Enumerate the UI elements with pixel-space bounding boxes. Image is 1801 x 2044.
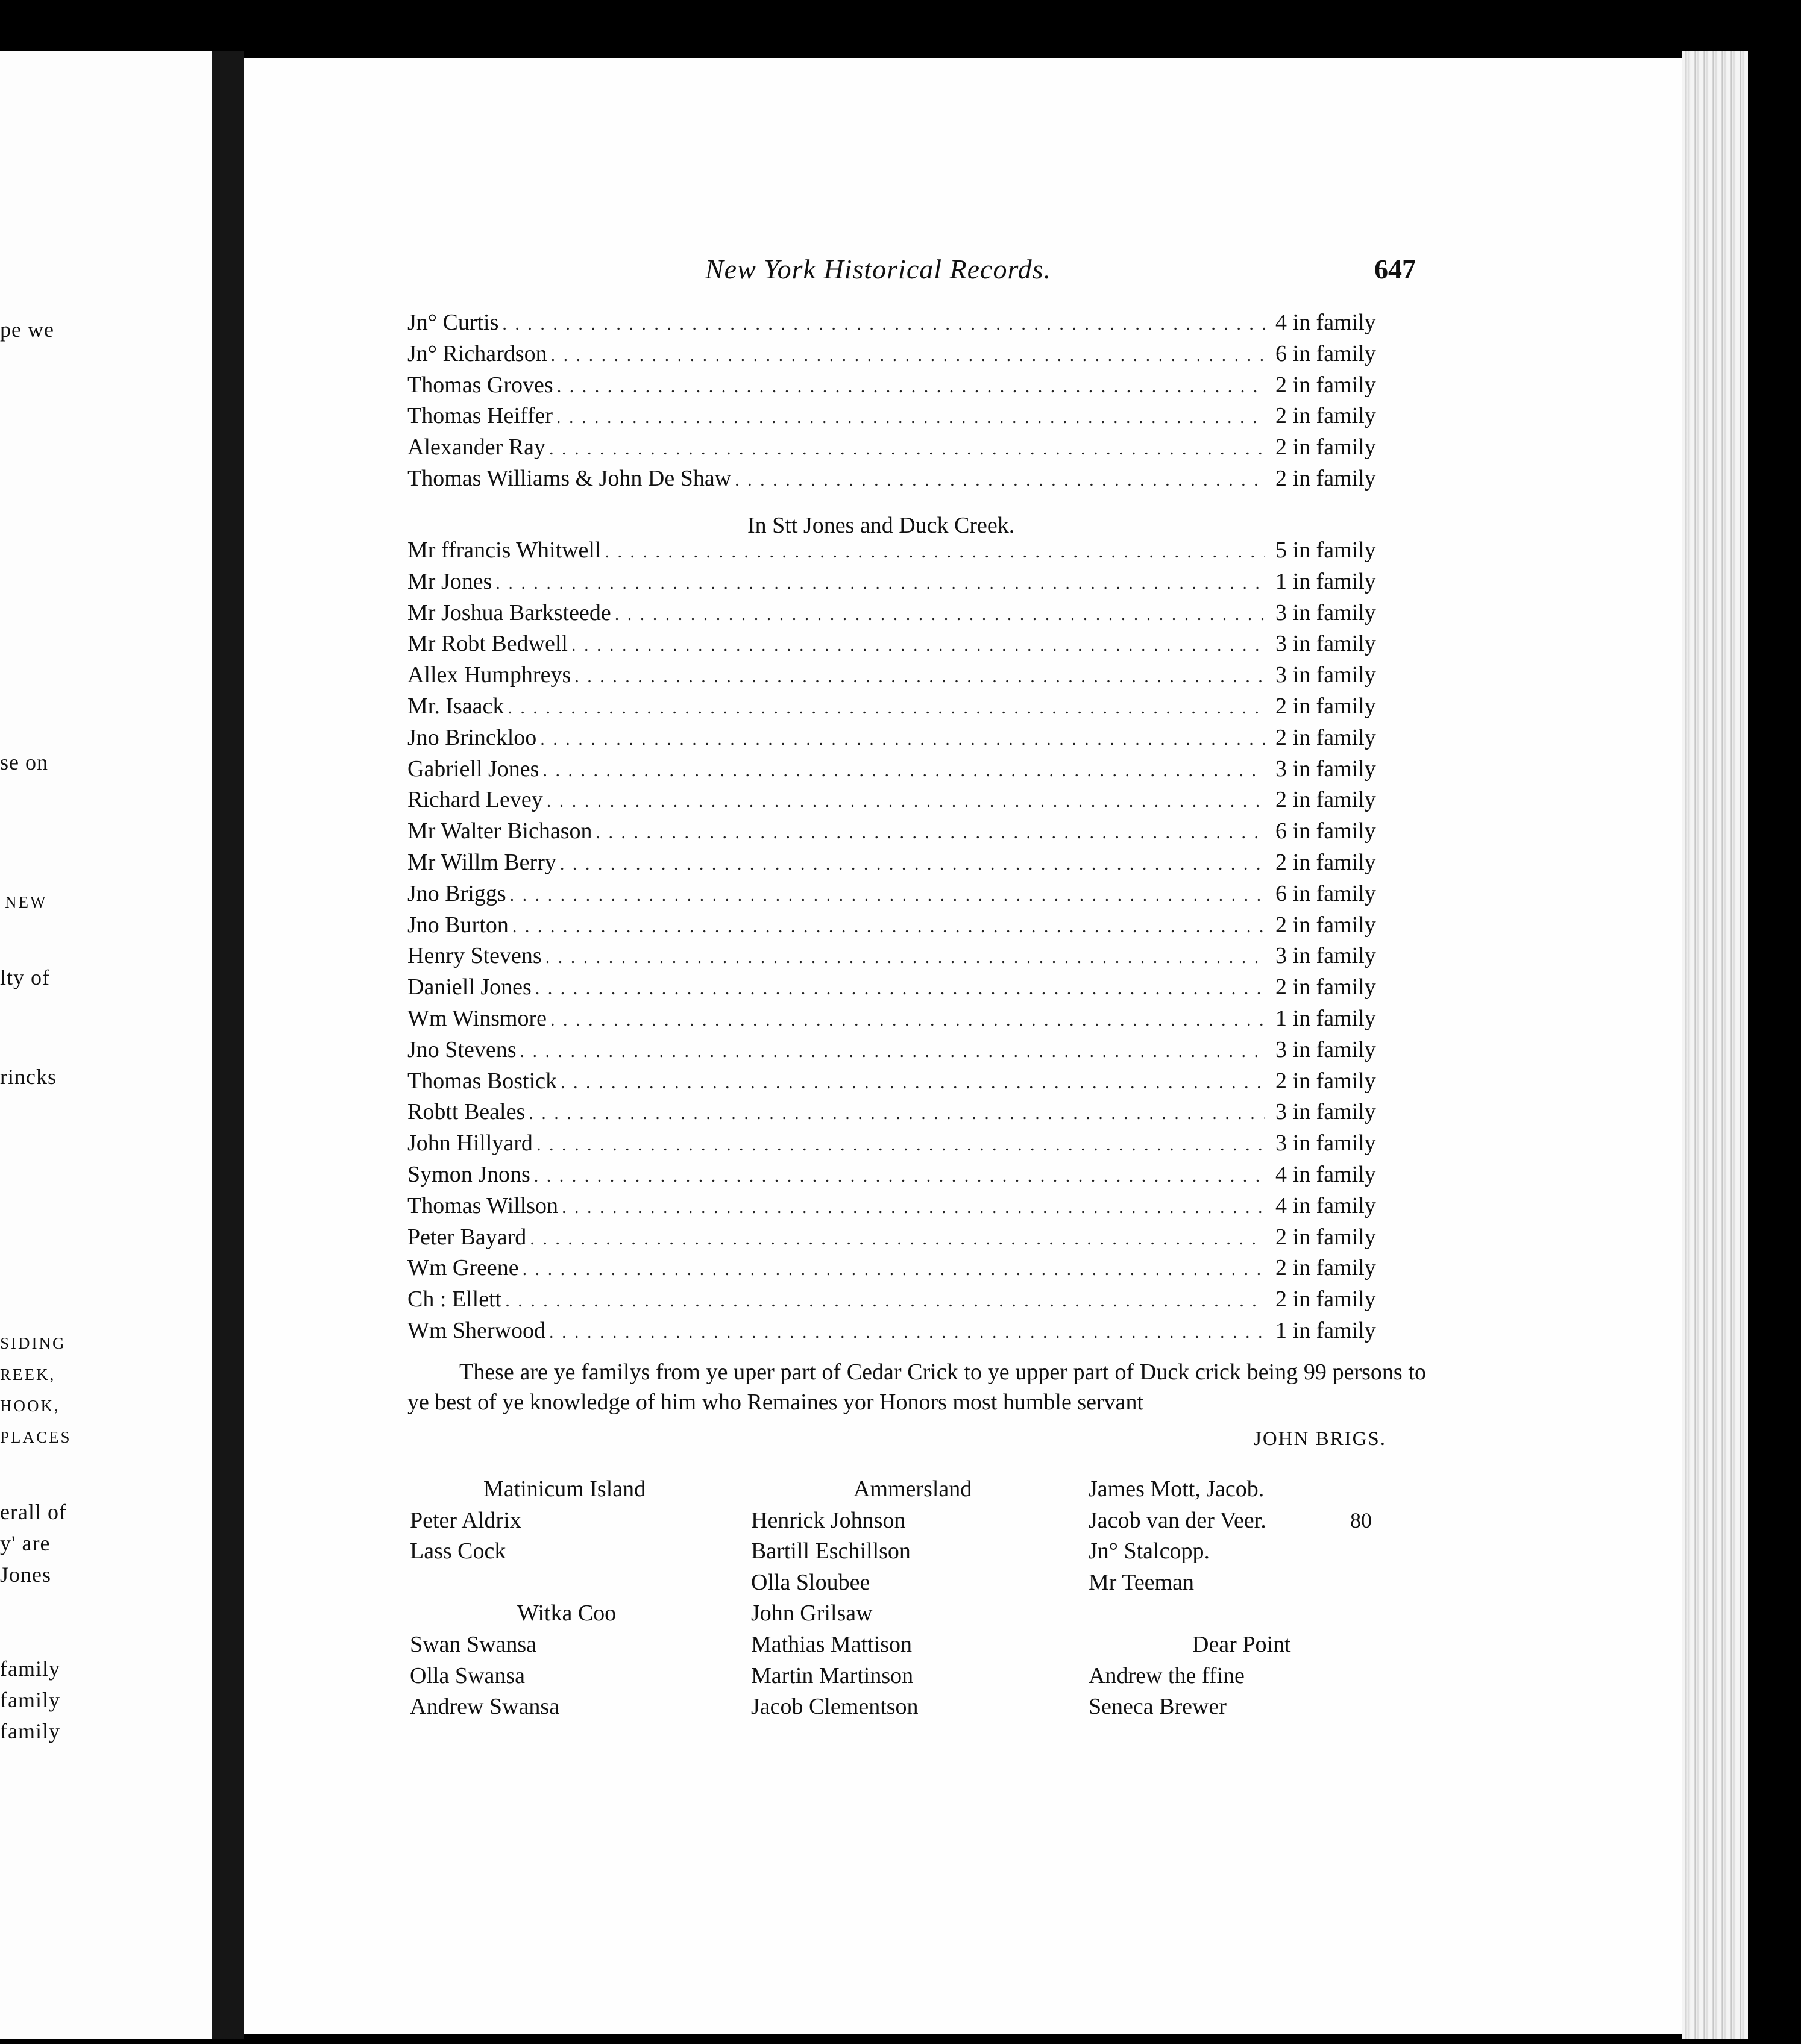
list-column-2: [751, 1474, 972, 1723]
list-item: Jacob Clementson: [751, 1694, 919, 1720]
entry-count: 3 in family: [1275, 756, 1376, 782]
entry-name: Mr Willm Berry: [407, 849, 556, 875]
entry-count: 6 in family: [1275, 340, 1376, 366]
list-item: Olla Sloubee: [751, 1569, 870, 1595]
leader-dots: [530, 1223, 1265, 1255]
list-item: John Grilsaw: [751, 1600, 873, 1626]
column-heading: Witka Coo: [517, 1600, 617, 1626]
leader-dots: [571, 630, 1265, 661]
family-entry: [407, 535, 1426, 566]
leader-dots: [505, 1285, 1265, 1317]
list-item: Andrew Swansa: [410, 1694, 560, 1720]
family-entry: [407, 307, 1426, 339]
entry-count: 2 in family: [1275, 724, 1376, 750]
entry-name: Mr Jones: [407, 568, 492, 594]
entry-count: 4 in family: [1275, 310, 1376, 335]
leader-dots: [510, 880, 1265, 911]
entry-count: 2 in family: [1275, 1068, 1376, 1094]
leader-dots: [574, 661, 1265, 692]
leader-dots: [523, 1254, 1265, 1285]
leader-dots: [520, 1036, 1265, 1067]
leader-dots: [542, 755, 1265, 786]
entry-count: 2 in family: [1275, 849, 1376, 875]
entry-name: John Hillyard: [407, 1130, 533, 1156]
closing-paragraph: [407, 1357, 1426, 1417]
left-fragment: erall of: [0, 1500, 67, 1524]
entry-count: 2 in family: [1275, 787, 1376, 813]
entry-name: Wm Sherwood: [407, 1317, 546, 1343]
leader-dots: [605, 536, 1265, 568]
entry-name: Jno Briggs: [407, 880, 506, 906]
left-fragment: y' are: [0, 1531, 51, 1555]
list-item: Olla Swansa: [410, 1663, 526, 1688]
entry-name: Mr ffrancis Whitwell: [407, 538, 602, 563]
leader-dots: [549, 433, 1265, 465]
entry-count: 3 in family: [1275, 1099, 1376, 1125]
page-edges: [1682, 51, 1748, 2039]
leader-dots: [535, 973, 1265, 1005]
list-item: Andrew the ffine: [1089, 1663, 1245, 1688]
entry-count: 3 in family: [1275, 943, 1376, 969]
family-entry: [407, 1066, 1426, 1097]
entry-name: Ch : Ellett: [407, 1287, 502, 1312]
entry-count: 3 in family: [1275, 600, 1376, 625]
entry-count: 6 in family: [1275, 880, 1376, 906]
column-heading: Matinicum Island: [483, 1476, 646, 1502]
list-item: Martin Martinson: [751, 1663, 914, 1688]
list-item: Swan Swansa: [410, 1631, 537, 1657]
left-fragment: REEK,: [0, 1365, 56, 1384]
left-fragment: se on: [0, 750, 48, 774]
entry-name: Thomas Bostick: [407, 1068, 558, 1094]
entry-name: Jno Brinckloo: [407, 724, 537, 750]
entry-count: 3 in family: [1275, 1130, 1376, 1156]
left-fragment: pe we: [0, 318, 54, 342]
entry-name: Daniell Jones: [407, 974, 532, 1000]
leader-dots: [512, 911, 1265, 942]
leader-dots: [534, 1161, 1265, 1192]
entry-name: Wm Winsmore: [407, 1005, 547, 1031]
left-fragment: family: [0, 1719, 60, 1743]
entry-name: Thomas Heiffer: [407, 403, 553, 429]
family-list-part1: [407, 307, 1426, 495]
entry-name: Mr Robt Bedwell: [407, 631, 568, 657]
leader-dots: [545, 942, 1265, 973]
left-fragment: NEW: [5, 893, 48, 911]
left-fragment: SIDING: [0, 1334, 66, 1352]
entry-name: Robtt Beales: [407, 1099, 526, 1125]
family-entry: [407, 463, 1426, 495]
family-entry: [407, 1222, 1426, 1253]
section-heading: In Stt Jones and Duck Creek.: [747, 513, 1015, 538]
family-entry: [407, 879, 1426, 910]
list-item: Bartill Eschillson: [751, 1538, 911, 1564]
book-gutter: [212, 51, 244, 2039]
list-column-3: [1089, 1474, 1291, 1723]
entry-name: Richard Levey: [407, 787, 543, 813]
list-item: Mr Teeman: [1089, 1569, 1194, 1595]
family-entry: [407, 1191, 1426, 1222]
family-entry: [407, 1315, 1426, 1347]
leader-dots: [508, 692, 1265, 724]
list-item: Jn° Stalcopp.: [1089, 1538, 1210, 1564]
entry-count: 2 in family: [1275, 403, 1376, 429]
list-item: Mathias Mattison: [751, 1631, 913, 1657]
closing-text: These are ye familys from ye uper part of Cedar Crick to ye upper part of Duck crick being 99 persons to ye best of ye knowledge of him who Remaines yor Honors most humble servant: [407, 1359, 1426, 1415]
entry-name: Peter Bayard: [407, 1224, 527, 1250]
family-entry: [407, 723, 1426, 754]
family-entry: [407, 941, 1426, 972]
list-item: Seneca Brewer: [1089, 1694, 1227, 1720]
leader-dots: [502, 309, 1265, 340]
leader-dots: [495, 568, 1265, 599]
family-list-part2: [407, 535, 1426, 1347]
entry-count: 2 in family: [1275, 1287, 1376, 1312]
list-item: Lass Cock: [410, 1538, 506, 1564]
leader-dots: [615, 599, 1265, 630]
family-entry: [407, 598, 1426, 629]
list-item: [1089, 1598, 1291, 1629]
left-fragment: family: [0, 1688, 60, 1712]
leader-dots: [551, 340, 1265, 371]
left-fragment: rincks: [0, 1065, 57, 1089]
entry-count: 3 in family: [1275, 662, 1376, 688]
entry-name: Thomas Williams & John De Shaw: [407, 465, 732, 491]
family-entry: [407, 691, 1426, 723]
leader-dots: [536, 1129, 1265, 1161]
leader-dots: [562, 1192, 1265, 1223]
entry-count: 5 in family: [1275, 538, 1376, 563]
leader-dots: [557, 371, 1265, 403]
family-entry: [407, 1159, 1426, 1191]
entry-count: 1 in family: [1275, 568, 1376, 594]
family-entry: [407, 816, 1426, 847]
family-entry: [407, 1097, 1426, 1128]
leader-dots: [540, 724, 1265, 755]
entry-name: Gabriell Jones: [407, 756, 539, 782]
left-fragment: Jones: [0, 1563, 51, 1587]
family-entry: [407, 339, 1426, 370]
leader-dots: [561, 1067, 1265, 1099]
entry-name: Mr Joshua Barksteede: [407, 600, 611, 625]
entry-count: 2 in family: [1275, 1255, 1376, 1281]
family-entry: [407, 1284, 1426, 1315]
entry-name: Jno Burton: [407, 912, 509, 938]
family-entry: [407, 432, 1426, 463]
family-entry: [407, 1128, 1426, 1159]
entry-name: Henry Stevens: [407, 943, 542, 969]
entry-count: 6 in family: [1275, 818, 1376, 844]
entry-name: Thomas Groves: [407, 372, 553, 398]
entry-count: 3 in family: [1275, 1036, 1376, 1062]
left-fragment: PLACES: [0, 1428, 72, 1446]
leader-dots: [596, 817, 1265, 848]
leader-dots: [529, 1098, 1265, 1129]
family-entry: [407, 566, 1426, 598]
leader-dots: [549, 1317, 1265, 1348]
entry-count: 3 in family: [1275, 631, 1376, 657]
edge-shadow: [1748, 51, 1801, 2039]
running-title: New York Historical Records.: [705, 254, 1052, 284]
family-entry: [407, 370, 1426, 401]
entry-name: Jn° Richardson: [407, 340, 547, 366]
entry-count: 2 in family: [1275, 974, 1376, 1000]
family-entry: [407, 910, 1426, 941]
entry-count: 1 in family: [1275, 1317, 1376, 1343]
entry-name: Mr. Isaack: [407, 693, 504, 719]
entry-count: 4 in family: [1275, 1161, 1376, 1187]
entry-name: Jno Stevens: [407, 1036, 517, 1062]
entry-name: Alexander Ray: [407, 434, 545, 460]
left-fragment: family: [0, 1657, 60, 1681]
entry-count: 1 in family: [1275, 1005, 1376, 1031]
left-fragment: HOOK,: [0, 1397, 60, 1415]
entry-name: Wm Greene: [407, 1255, 519, 1281]
leader-dots: [550, 1005, 1265, 1036]
family-entry: [407, 1035, 1426, 1066]
page-number: 647: [1374, 254, 1416, 284]
column-heading: Dear Point: [1192, 1631, 1291, 1657]
family-entry: [407, 754, 1426, 785]
list-item: James Mott, Jacob.: [1089, 1476, 1265, 1502]
entry-name: Thomas Willson: [407, 1193, 559, 1218]
entry-count: 2 in family: [1275, 693, 1376, 719]
family-entry: [407, 785, 1426, 816]
entry-count: 2 in family: [1275, 912, 1376, 938]
list-item: Peter Aldrix: [410, 1507, 521, 1533]
family-entry: [407, 660, 1426, 691]
family-entry: [407, 629, 1426, 660]
leader-dots: [735, 465, 1265, 496]
list-item: [410, 1567, 646, 1599]
entry-count: 2 in family: [1275, 372, 1376, 398]
family-entry: [407, 401, 1426, 432]
leader-dots: [560, 848, 1265, 880]
list-item: Henrick Johnson: [751, 1507, 906, 1533]
leader-dots: [547, 786, 1265, 817]
left-facing-page: [0, 51, 212, 2039]
left-fragment: lty of: [0, 965, 50, 989]
family-entry: [407, 1003, 1426, 1035]
list-column-1: [410, 1474, 646, 1723]
entry-name: Allex Humphreys: [407, 662, 571, 688]
entry-name: Symon Jnons: [407, 1161, 530, 1187]
entry-count: 2 in family: [1275, 465, 1376, 491]
leader-dots: [556, 402, 1265, 433]
list-item: Jacob van der Veer.: [1089, 1507, 1266, 1533]
column-heading: Ammersland: [853, 1476, 972, 1502]
entry-name: Mr Walter Bichason: [407, 818, 592, 844]
entry-name: Jn° Curtis: [407, 310, 499, 335]
signature: JOHN BRIGS.: [1254, 1428, 1387, 1450]
family-entry: [407, 847, 1426, 879]
family-entry: [407, 1253, 1426, 1284]
entry-count: 4 in family: [1275, 1193, 1376, 1218]
entry-count: 2 in family: [1275, 434, 1376, 460]
family-entry: [407, 972, 1426, 1003]
entry-count: 2 in family: [1275, 1224, 1376, 1250]
marginal-number: 80: [1350, 1508, 1372, 1532]
